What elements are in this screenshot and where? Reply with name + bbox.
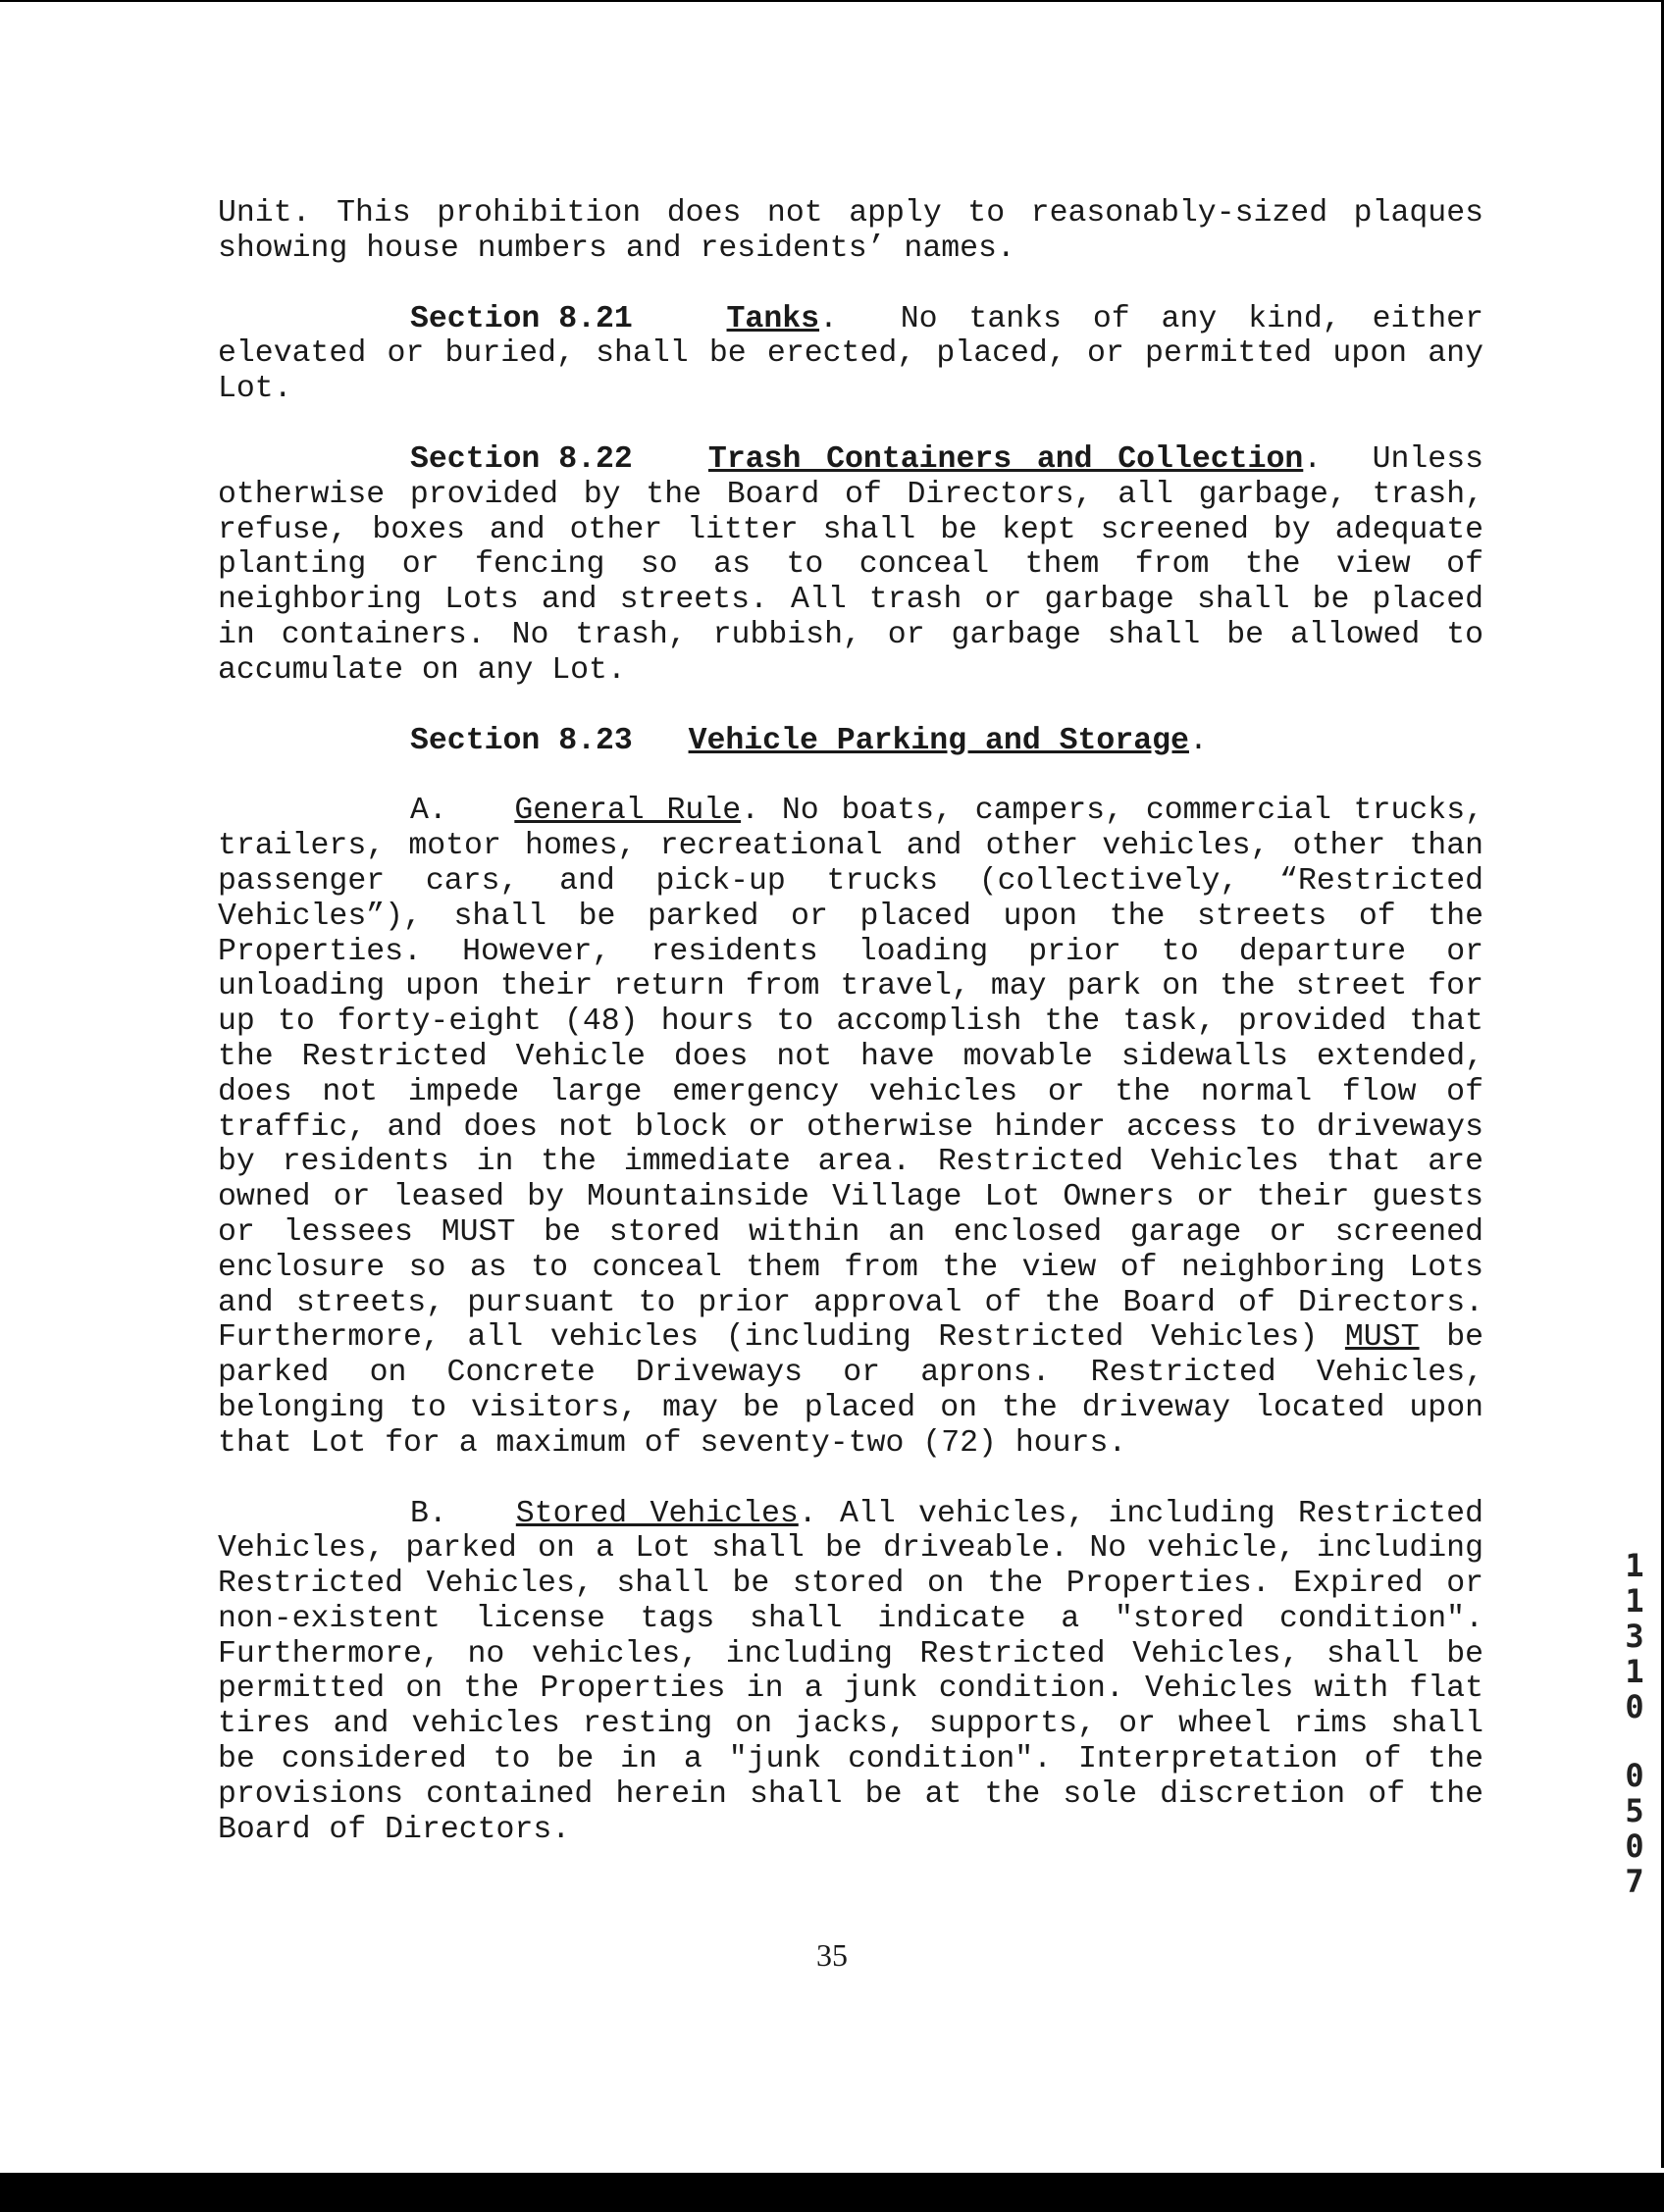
scan-border-top: [0, 0, 1664, 2]
section-title: Trash Containers and Collection: [707, 441, 1304, 477]
spacer: [218, 758, 1483, 794]
subsection-letter: A.: [410, 794, 447, 829]
stamp-digit: 1: [1625, 1547, 1644, 1584]
stamp-digit: 5: [1625, 1792, 1644, 1829]
subsection-body: All vehicles, including Restricted Vehicles, parked on a Lot shall be driveable. No vehicle, including Restricted Vehicles, shall be stored on the Properties. Expired or non-existent license tags shall indicate a "stored condition". Furthermore, no vehicles, including Restricted Vehicles, shall be permitted on the Properties in a junk condition. Vehicles with flat tires and vehicles resting on jacks, supports, or wheel rims shall be considered to be in a "junk condition". Interpretation of the provisions contained herein shall be at the sole discretion of the Board of Directors.: [218, 1496, 1483, 1847]
stamp-digit: 1: [1625, 1653, 1644, 1690]
section-8-23-heading: Section 8.23 Vehicle Parking and Storage.: [218, 724, 1483, 759]
page-number: 35: [816, 1937, 848, 1973]
subsection-a: A. General Rule. No boats, campers, commercial trucks, trailers, motor homes, recreational and other vehicles, other than passenger cars, and pick-up trucks (collectively, “Restricted Vehicles”), shall be parked or placed upon the streets of the Properties. However, residents loading prior to departure or unloading upon their return from travel, may park on the street for up to forty-eight (48) hours to accomplish the task, provided that the Restricted Vehicle does not have movable sidewalls extended, does not impede large emergency vehicles or the normal flow of traffic, and does not block or otherwise hinder access to driveways by residents in the immediate area. Restricted Vehicles that are owned or leased by Mountainside Village Lot Owners or their guests or lessees MUST be stored within an enclosed garage or screened enclosure so as to conceal them from the view of neighboring Lots and streets, pursuant to prior approval of the Board of Directors. Furthermore, all vehicles (including Restricted Vehicles) MUST be parked on Concrete Driveways or aprons. Restricted Vehicles, belonging to visitors, may be placed on the driveway located upon that Lot for a maximum of seventy-two (72) hours.: [218, 794, 1484, 1461]
stamp-spacer: [1622, 1724, 1647, 1758]
section-number: Section 8.23: [410, 723, 633, 758]
spacer: [218, 407, 1483, 442]
stamp-digit: 0: [1625, 1688, 1644, 1725]
scan-border-bottom: [0, 2173, 1664, 2212]
stamp-digit: 0: [1625, 1827, 1644, 1865]
stamp-digit: 3: [1625, 1618, 1644, 1655]
section-title: Vehicle Parking and Storage: [688, 723, 1189, 758]
spacer: [218, 267, 1483, 302]
section-number: Section 8.21: [410, 301, 633, 336]
stamp-digit: 0: [1625, 1757, 1644, 1794]
subsection-body: No boats, campers, commercial trucks, trailers, motor homes, recreational and other vehicles, other than passenger cars, and pick-up trucks (collectively, “Restricted Vehicles”), shall be parked or placed upon the streets of the Properties. However, residents loading prior to departure or unloading upon their return from travel, may park on the street for up to forty-eight (48) hours to accomplish the task, provided that the Restricted Vehicle does not have movable sidewalls extended, does not impede large emergency vehicles or the normal flow of traffic, and does not block or otherwise hinder access to driveways by residents in the immediate area. Restricted Vehicles that are owned or leased by Mountainside Village Lot Owners or their guests or lessees MUST be stored within an enclosed garage or screened enclosure so as to conceal them from the view of neighboring Lots and streets, pursuant to prior approval of the Board of Directors. Furthermore, all vehicles (including Restricted Vehicles): [218, 794, 1484, 1356]
section-8-22: Section 8.22 Trash Containers and Collection. Unless otherwise provided by the Board of Directors, all garbage, trash, refuse, boxes and other litter shall be kept screened by adequate planting or fencing so as to conceal them from the view of neighboring Lots and streets. All trash or garbage shall be placed in containers. No trash, rubbish, or garbage shall be allowed to accumulate on any Lot.: [218, 441, 1483, 688]
margin-stamp: [1622, 1548, 1647, 1899]
spacer: [218, 1462, 1483, 1497]
section-body: No tanks of any kind, either elevated or buried, shall be erected, placed, or permitted upon any Lot.: [218, 301, 1483, 407]
document-body: [218, 196, 1483, 1847]
section-body: Unless otherwise provided by the Board of Directors, all garbage, trash, refuse, boxes and other litter shall be kept screened by adequate planting or fencing so as to conceal them from the view of neighboring Lots and streets. All trash or garbage shall be placed in containers. No trash, rubbish, or garbage shall be allowed to accumulate on any Lot.: [218, 441, 1483, 688]
stamp-digit: 7: [1625, 1863, 1644, 1900]
section-title: Tanks: [726, 301, 820, 336]
subsection-title: General Rule: [514, 794, 742, 829]
subsection-title: Stored Vehicles: [515, 1496, 799, 1531]
emphasis-must: MUST: [1344, 1320, 1420, 1356]
subsection-letter: B.: [410, 1496, 447, 1531]
stamp-digit: 1: [1625, 1582, 1644, 1620]
subsection-body-continued: be parked on Concrete Driveways or aprons. Restricted Vehicles, belonging to visitors, may be placed on the driveway located upon that Lot for a maximum of seventy-two (72) hours.: [218, 1320, 1483, 1461]
subsection-b: B. Stored Vehicles. All vehicles, including Restricted Vehicles, parked on a Lot shall be driveable. No vehicle, including Restricted Vehicles, shall be stored on the Properties. Expired or non-existent license tags shall indicate a "stored condition". Furthermore, no vehicles, including Restricted Vehicles, shall be permitted on the Properties in a junk condition. Vehicles with flat tires and vehicles resting on jacks, supports, or wheel rims shall be considered to be in a "junk condition". Interpretation of the provisions contained herein shall be at the sole discretion of the Board of Directors.: [218, 1496, 1483, 1847]
spacer: [218, 689, 1483, 724]
section-8-21: Section 8.21 Tanks. No tanks of any kind, either elevated or buried, shall be erected, placed, or permitted upon any Lot.: [218, 301, 1483, 407]
section-number: Section 8.22: [410, 441, 633, 477]
intro-paragraph: Unit. This prohibition does not apply to reasonably-sized plaques showing house numbers and residents’ names.: [218, 196, 1483, 266]
